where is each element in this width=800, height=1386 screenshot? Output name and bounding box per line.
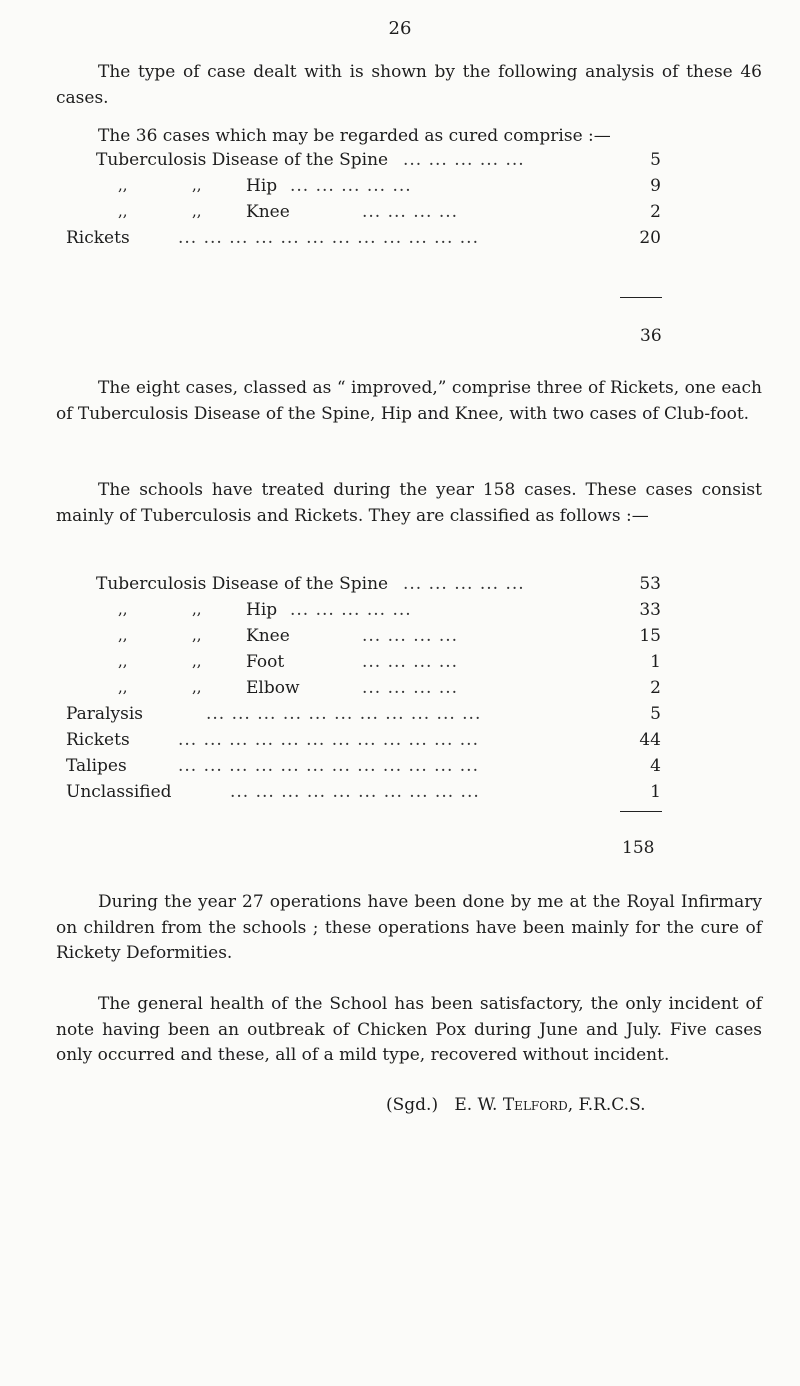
list-row [66,228,661,254]
schools-total-rule [620,811,662,812]
row-value: 5 [650,150,661,170]
list-row [96,574,661,600]
ditto-mark: ,, [192,678,202,696]
ditto-mark: ,, [192,626,202,644]
row-label: Knee [246,202,290,222]
row-label: Rickets [66,228,130,248]
row-label: Tuberculosis Disease of the Spine [96,574,389,594]
row-label: Hip [246,600,278,620]
row-value: 15 [639,626,661,646]
ditto-mark: ,, [192,652,202,670]
leader-dots: ... ... ... ... ... ... ... ... ... ... [230,782,480,802]
cured-total-rule [620,297,662,298]
ditto-mark: ,, [118,600,128,618]
row-label: Elbow [246,678,300,698]
row-value: 33 [639,600,661,620]
leader-dots: ... ... ... ... ... [290,600,412,620]
list-row [96,176,661,202]
row-label: Talipes [66,756,127,776]
signature-initials: E. W. [454,1095,498,1115]
intro-paragraph: The type of case dealt with is shown by the following analysis of these 46 cases. [56,62,762,108]
list-row [96,626,661,652]
signature-prefix: (Sgd.) [386,1095,439,1115]
ditto-mark: ,, [192,600,202,618]
signature-qualification: F.R.C.S. [578,1095,646,1115]
ditto-mark: ,, [192,176,202,194]
row-value: 5 [650,704,661,724]
health-paragraph: The general health of the School has been satisfactory, the only incident of note having been an outbreak of Chicken Pox during June and July. Five cases only occurred and these, all of a mild type, recovered without incident. [56,994,762,1065]
list-row [96,600,661,626]
row-label: Rickets [66,730,130,750]
row-value: 2 [650,202,661,222]
signature-surname: Telford, [502,1095,574,1115]
leader-dots: ... ... ... ... ... [403,150,525,170]
signature [386,1095,646,1115]
leader-dots: ... ... ... ... [362,678,459,698]
row-label: Unclassified [66,782,172,802]
row-value: 20 [639,228,661,248]
ditto-mark: ,, [118,652,128,670]
ditto-mark: ,, [118,678,128,696]
page-number: 26 [388,18,412,39]
list-row [66,756,661,782]
leader-dots: ... ... ... ... ... ... ... ... ... ... ... ... [178,730,479,750]
cured-list [66,150,661,254]
leader-dots: ... ... ... ... [362,652,459,672]
list-row [66,730,661,756]
row-value: 2 [650,678,661,698]
list-row [96,652,661,678]
row-value: 53 [639,574,661,594]
leader-dots: ... ... ... ... ... ... ... ... ... ... ... ... [178,756,479,776]
leader-dots: ... ... ... ... ... ... ... ... ... ... ... ... [178,228,479,248]
ditto-mark: ,, [118,176,128,194]
row-value: 44 [639,730,661,750]
list-row [96,150,661,176]
cured-total: 36 [640,326,662,346]
leader-dots: ... ... ... ... ... [290,176,412,196]
schools-list [66,574,661,808]
row-label: Hip [246,176,278,196]
row-label: Tuberculosis Disease of the Spine [96,150,389,170]
row-value: 1 [650,652,661,672]
improved-paragraph: The eight cases, classed as “ improved,” comprise three of Rickets, one each of Tuberculosis Disease of the Spine, Hip and Knee, with two cases of Club-foot. [56,378,762,424]
row-value: 4 [650,756,661,776]
row-label: Foot [246,652,285,672]
leader-dots: ... ... ... ... ... [403,574,525,594]
list-row [66,704,661,730]
list-row [96,678,661,704]
cured-intro: The 36 cases which may be regarded as cured comprise :— [98,126,611,146]
ditto-mark: ,, [192,202,202,220]
leader-dots: ... ... ... ... ... ... ... ... ... ... ... [206,704,482,724]
row-value: 1 [650,782,661,802]
row-value: 9 [650,176,661,196]
leader-dots: ... ... ... ... [362,626,459,646]
ditto-mark: ,, [118,202,128,220]
ditto-mark: ,, [118,626,128,644]
operations-paragraph: During the year 27 operations have been done by me at the Royal Infirmary on children from the schools ; these operations have been mainly for the cure of Rickety Deformities. [56,892,762,963]
list-row [66,782,661,808]
schools-total: 158 [622,838,655,858]
leader-dots: ... ... ... ... [362,202,459,222]
list-row [96,202,661,228]
schools-paragraph: The schools have treated during the year 158 cases. These cases consist mainly of Tuberculosis and Rickets. They are classified as follows :— [56,480,762,526]
row-label: Knee [246,626,290,646]
row-label: Paralysis [66,704,143,724]
